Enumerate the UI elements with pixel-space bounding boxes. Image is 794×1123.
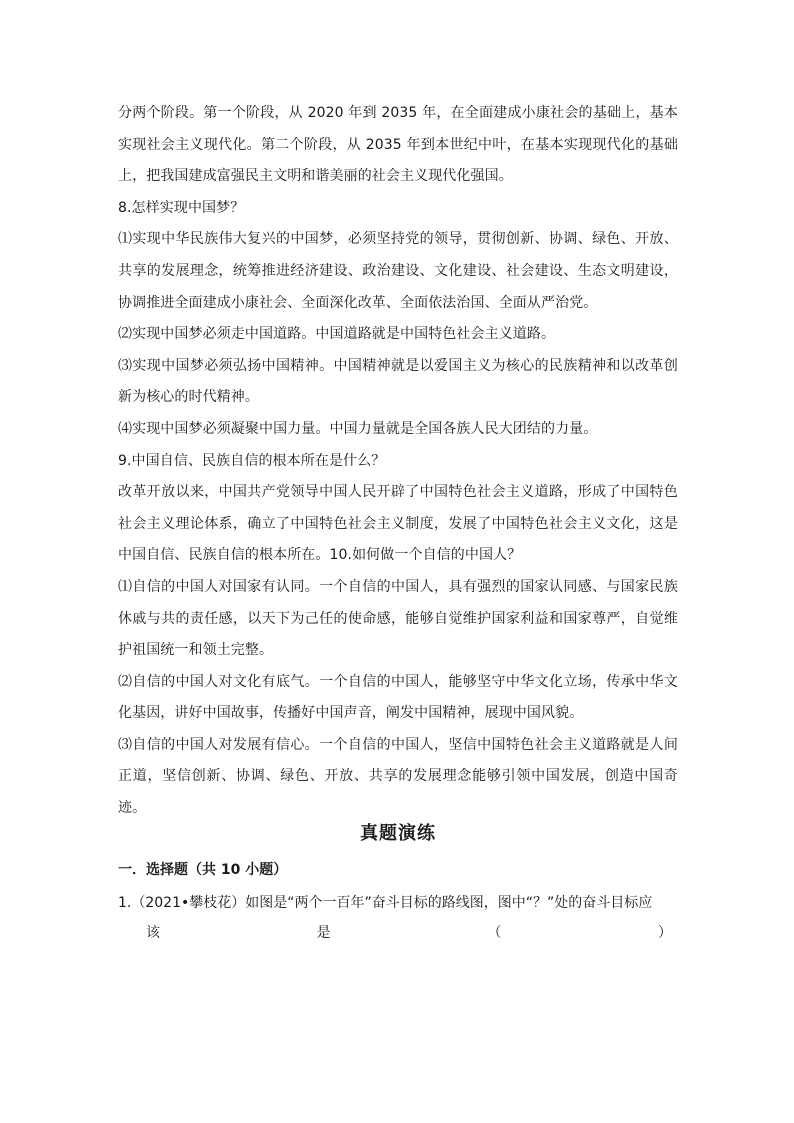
body-text [118,98,678,825]
paragraph-q8-point3: ⑶实现中国梦必须弘扬中国精神。中国精神就是以爱国主义为核心的民族精神和以改革创新为核心的时代精神。 [118,357,678,406]
answer-bracket-close: ） [657,925,672,941]
question-1-stem: 1.（2021•攀枝花）如图是“两个一百年”奋斗目标的路线图，图中“？”处的奋斗目标应 [118,895,653,911]
paragraph-q10-point1: ⑴自信的中国人对国家有认同。一个自信的中国人，具有强烈的国家认同感、与国家民族休戚与共的责任感，以天下为己任的使命感，能够自觉维护国家利益和国家尊严，自觉维护祖国统一和领土完整。 [118,578,678,659]
paragraph-q10-point2: ⑵自信的中国人对文化有底气。一个自信的中国人，能够坚守中华文化立场，传承中华文化基因，讲好中国故事，传播好中国声音，阐发中国精神，展现中国风貌。 [118,673,678,722]
question-1 [118,888,678,948]
question-1-word-shi: 是 [316,925,331,941]
paragraph-two-stages: 分两个阶段。第一个阶段，从 2020 年到 2035 年，在全面建成小康社会的基础上，基本实现社会主义现代化。第二个阶段，从 2035 年到本世纪中叶，在基本实现现代化的基础上，把我国建成富强民主文明和谐美丽的社会主义现代化强国。 [118,105,678,185]
question-type-heading: 一．选择题（共 10 小题） [118,862,288,878]
section-title: 真题演练 [360,823,436,844]
heading-q9: 9.中国自信、民族自信的根本所在是什么？ [118,452,386,469]
paragraph-q8-point4: ⑷实现中国梦必须凝聚中国力量。中国力量就是全国各族人民大团结的力量。 [118,420,598,437]
paragraph-q8-point2: ⑵实现中国梦必须走中国道路。中国道路就是中国特色社会主义道路。 [118,326,556,343]
question-1-stem-continuation [118,918,678,948]
question-1-word-gai: 该 [146,925,160,941]
paragraph-q9-answer: 改革开放以来，中国共产党领导中国人民开辟了中国特色社会主义道路，形成了中国特色社会主义理论体系，确立了中国特色社会主义制度，发展了中国特色社会主义文化，这是中国自信、民族自信的根本所在。10.如何做一个自信的中国人？ [118,484,678,564]
answer-bracket-open: （ [487,925,502,941]
heading-q8: 8.怎样实现中国梦？ [118,199,245,216]
paragraph-q8-point1: ⑴实现中华民族伟大复兴的中国梦，必须坚持党的领导，贯彻创新、协调、绿色、开放、共享的发展理念，统筹推进经济建设、政治建设、文化建设、社会建设、生态文明建设，协调推进全面建成小康社会、全面深化改革、全面依法治国、全面从严治党。 [118,231,678,311]
paragraph-q10-point3: ⑶自信的中国人对发展有信心。一个自信的中国人，坚信中国特色社会主义道路就是人间正道，坚信创新、协调、绿色、开放、共享的发展理念能够引领中国发展，创造中国奇迹。 [118,736,678,817]
